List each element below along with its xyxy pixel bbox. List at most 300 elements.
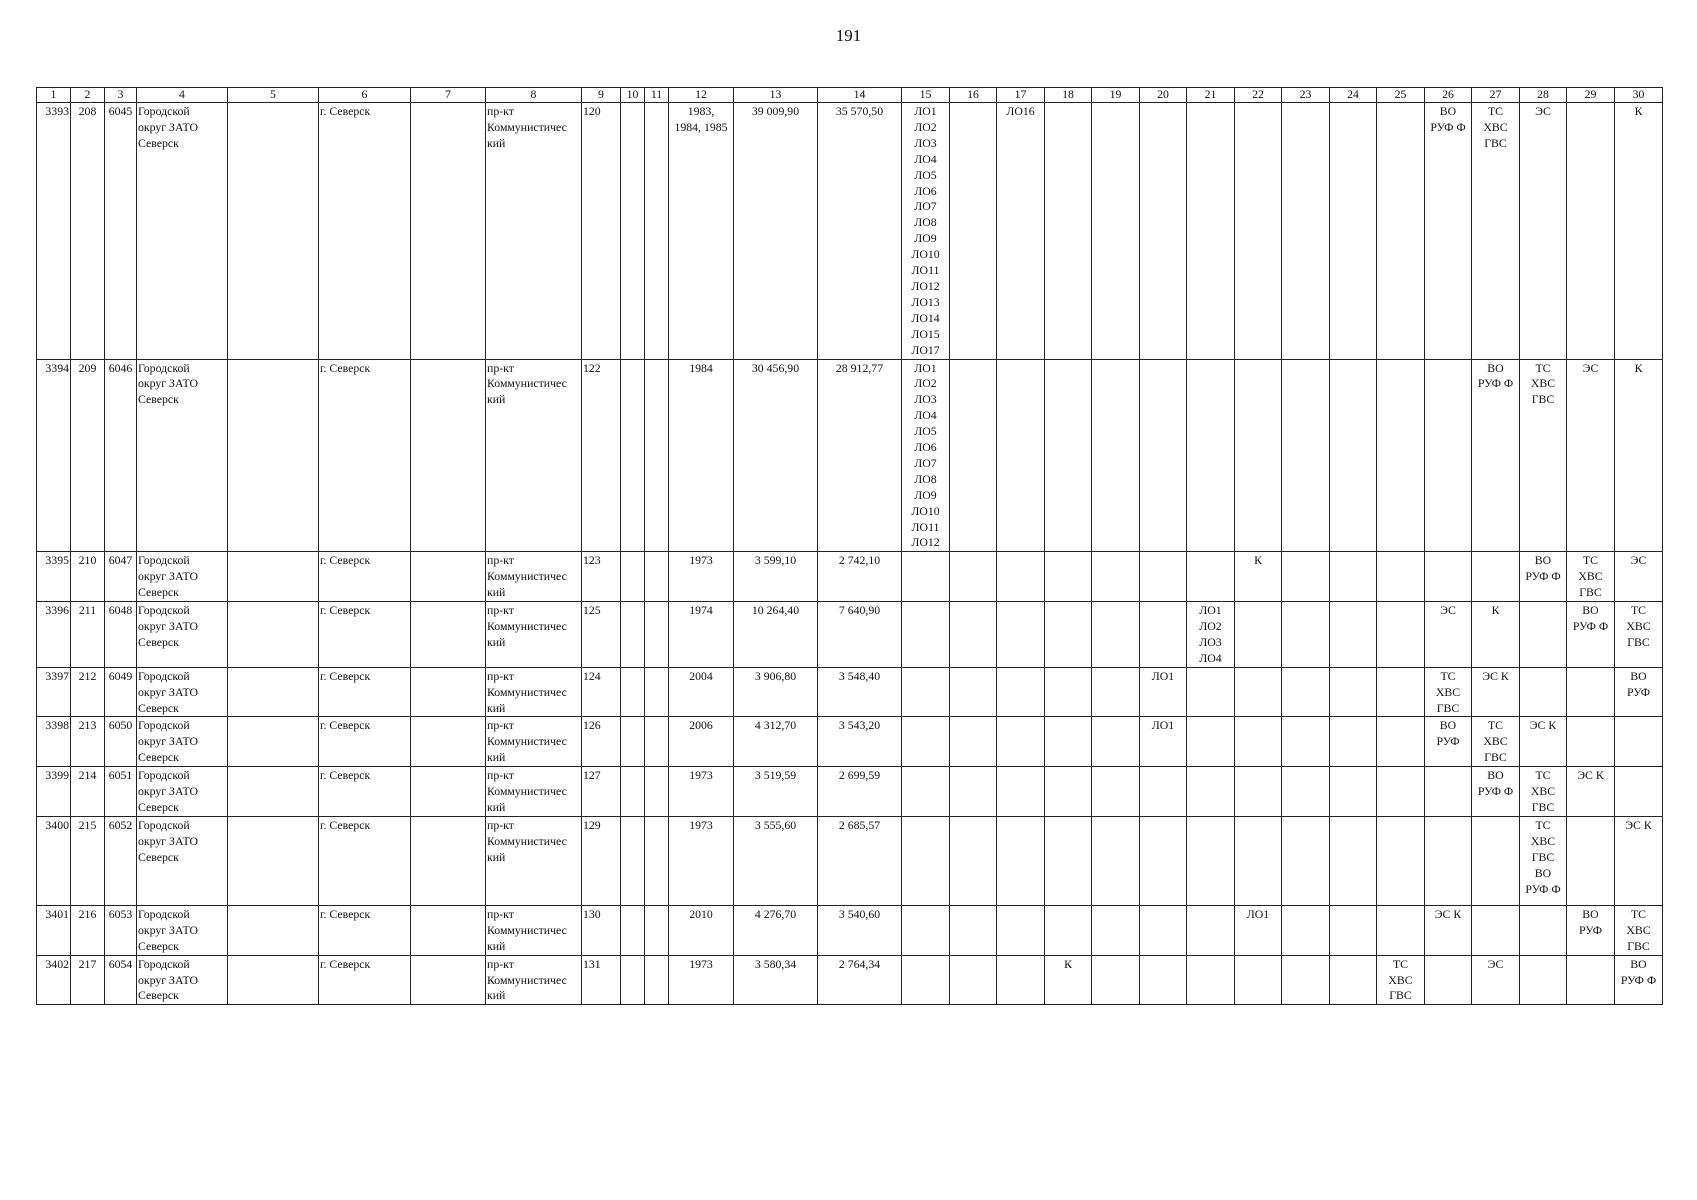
cell-col-15	[902, 717, 950, 767]
cell-col-9: 122	[582, 359, 621, 552]
cell-col-23	[1282, 359, 1330, 552]
cell-col-11	[645, 816, 669, 905]
cell-col-5	[228, 717, 319, 767]
cell-col-4: Городской округ ЗАТО Северск	[137, 717, 228, 767]
cell-col-16	[950, 955, 997, 1005]
cell-col-18	[1045, 667, 1092, 717]
cell-col-9: 131	[582, 955, 621, 1005]
column-header-27: 27	[1472, 88, 1520, 103]
cell-col-29: ТС ХВС ГВС	[1567, 552, 1615, 602]
cell-col-15	[902, 552, 950, 602]
cell-col-4: Городской округ ЗАТО Северск	[137, 905, 228, 955]
cell-col-7	[411, 359, 486, 552]
cell-col-26	[1425, 767, 1472, 817]
cell-col-25	[1377, 359, 1425, 552]
column-header-30: 30	[1615, 88, 1663, 103]
cell-col-19	[1092, 359, 1140, 552]
column-header-17: 17	[997, 88, 1045, 103]
column-header-9: 9	[582, 88, 621, 103]
cell-col-8: пр-кт Коммунистичес кий	[486, 667, 582, 717]
cell-col-10	[621, 905, 645, 955]
cell-col-24	[1330, 905, 1377, 955]
cell-col-5	[228, 667, 319, 717]
cell-col-11	[645, 103, 669, 360]
cell-col-16	[950, 905, 997, 955]
cell-col-6: г. Северск	[319, 905, 411, 955]
cell-col-21	[1187, 816, 1235, 905]
cell-col-12: 2004	[669, 667, 734, 717]
cell-col-19	[1092, 667, 1140, 717]
cell-col-12: 1973	[669, 767, 734, 817]
cell-col-21	[1187, 359, 1235, 552]
column-header-25: 25	[1377, 88, 1425, 103]
cell-col-11	[645, 552, 669, 602]
cell-col-25	[1377, 767, 1425, 817]
cell-col-28: ВО РУФ Ф	[1520, 552, 1567, 602]
column-header-2: 2	[71, 88, 105, 103]
cell-col-27: ЭС	[1472, 955, 1520, 1005]
cell-col-26: ЭС	[1425, 602, 1472, 668]
cell-col-16	[950, 816, 997, 905]
cell-col-14: 2 742,10	[818, 552, 902, 602]
cell-col-16	[950, 359, 997, 552]
cell-col-15	[902, 767, 950, 817]
cell-col-16	[950, 602, 997, 668]
column-header-14: 14	[818, 88, 902, 103]
cell-col-10	[621, 955, 645, 1005]
cell-col-15: ЛО1 ЛО2 ЛО3 ЛО4 ЛО5 ЛО6 ЛО7 ЛО8 ЛО9 ЛО10 ЛО11 ЛО12 ЛО13 ЛО14 ЛО15 ЛО17	[902, 103, 950, 360]
cell-col-8: пр-кт Коммунистичес кий	[486, 552, 582, 602]
cell-col-21	[1187, 905, 1235, 955]
cell-col-20	[1140, 602, 1187, 668]
cell-col-11	[645, 602, 669, 668]
cell-col-23	[1282, 667, 1330, 717]
table-row	[37, 816, 1663, 905]
cell-col-20	[1140, 103, 1187, 360]
table-row	[37, 905, 1663, 955]
cell-col-2: 214	[71, 767, 105, 817]
cell-col-23	[1282, 816, 1330, 905]
cell-col-8: пр-кт Коммунистичес кий	[486, 767, 582, 817]
cell-col-1: 3395	[37, 552, 71, 602]
cell-col-3: 6054	[105, 955, 137, 1005]
cell-col-14: 3 543,20	[818, 717, 902, 767]
cell-col-23	[1282, 955, 1330, 1005]
cell-col-12: 1983, 1984, 1985	[669, 103, 734, 360]
cell-col-18: К	[1045, 955, 1092, 1005]
cell-col-15	[902, 667, 950, 717]
cell-col-27: К	[1472, 602, 1520, 668]
column-header-21: 21	[1187, 88, 1235, 103]
cell-col-8: пр-кт Коммунистичес кий	[486, 955, 582, 1005]
cell-col-30: ТС ХВС ГВС	[1615, 905, 1663, 955]
cell-col-4: Городской округ ЗАТО Северск	[137, 602, 228, 668]
cell-col-30: ТС ХВС ГВС	[1615, 602, 1663, 668]
cell-col-18	[1045, 717, 1092, 767]
cell-col-17	[997, 552, 1045, 602]
column-header-1: 1	[37, 88, 71, 103]
cell-col-13: 3 599,10	[734, 552, 818, 602]
cell-col-23	[1282, 767, 1330, 817]
cell-col-27: ВО РУФ Ф	[1472, 359, 1520, 552]
cell-col-11	[645, 667, 669, 717]
cell-col-26: ВО РУФ Ф	[1425, 103, 1472, 360]
column-number-header	[37, 88, 1663, 103]
cell-col-5	[228, 767, 319, 817]
cell-col-3: 6048	[105, 602, 137, 668]
cell-col-22	[1235, 717, 1282, 767]
cell-col-1: 3396	[37, 602, 71, 668]
cell-col-13: 3 519,59	[734, 767, 818, 817]
cell-col-2: 209	[71, 359, 105, 552]
cell-col-5	[228, 359, 319, 552]
table-row	[37, 359, 1663, 552]
cell-col-17	[997, 767, 1045, 817]
cell-col-12: 2006	[669, 717, 734, 767]
cell-col-28: ЭС К	[1520, 717, 1567, 767]
cell-col-4: Городской округ ЗАТО Северск	[137, 667, 228, 717]
cell-col-19	[1092, 103, 1140, 360]
cell-col-16	[950, 717, 997, 767]
cell-col-14: 2 764,34	[818, 955, 902, 1005]
cell-col-4: Городской округ ЗАТО Северск	[137, 767, 228, 817]
cell-col-20: ЛО1	[1140, 717, 1187, 767]
column-header-7: 7	[411, 88, 486, 103]
cell-col-6: г. Северск	[319, 602, 411, 668]
cell-col-21	[1187, 552, 1235, 602]
cell-col-20	[1140, 767, 1187, 817]
cell-col-24	[1330, 103, 1377, 360]
cell-col-2: 210	[71, 552, 105, 602]
cell-col-22	[1235, 955, 1282, 1005]
cell-col-30: К	[1615, 103, 1663, 360]
cell-col-28	[1520, 667, 1567, 717]
cell-col-2: 213	[71, 717, 105, 767]
cell-col-13: 4 276,70	[734, 905, 818, 955]
cell-col-1: 3394	[37, 359, 71, 552]
cell-col-7	[411, 602, 486, 668]
cell-col-21	[1187, 717, 1235, 767]
cell-col-26: ЭС К	[1425, 905, 1472, 955]
cell-col-28: ТС ХВС ГВС	[1520, 359, 1567, 552]
cell-col-30	[1615, 767, 1663, 817]
cell-col-22	[1235, 359, 1282, 552]
cell-col-17	[997, 816, 1045, 905]
cell-col-14: 2 699,59	[818, 767, 902, 817]
column-header-10: 10	[621, 88, 645, 103]
cell-col-27	[1472, 552, 1520, 602]
cell-col-20	[1140, 955, 1187, 1005]
cell-col-3: 6046	[105, 359, 137, 552]
cell-col-13: 4 312,70	[734, 717, 818, 767]
cell-col-13: 3 555,60	[734, 816, 818, 905]
cell-col-6: г. Северск	[319, 816, 411, 905]
cell-col-2: 212	[71, 667, 105, 717]
column-header-20: 20	[1140, 88, 1187, 103]
table-row	[37, 552, 1663, 602]
cell-col-21	[1187, 955, 1235, 1005]
cell-col-6: г. Северск	[319, 552, 411, 602]
cell-col-27: ВО РУФ Ф	[1472, 767, 1520, 817]
cell-col-23	[1282, 602, 1330, 668]
cell-col-4: Городской округ ЗАТО Северск	[137, 103, 228, 360]
column-header-3: 3	[105, 88, 137, 103]
cell-col-17	[997, 905, 1045, 955]
cell-col-29	[1567, 717, 1615, 767]
cell-col-18	[1045, 359, 1092, 552]
cell-col-14: 28 912,77	[818, 359, 902, 552]
registry-table	[36, 87, 1663, 1005]
cell-col-8: пр-кт Коммунистичес кий	[486, 816, 582, 905]
cell-col-15	[902, 905, 950, 955]
cell-col-10	[621, 103, 645, 360]
cell-col-17	[997, 667, 1045, 717]
cell-col-25	[1377, 905, 1425, 955]
cell-col-10	[621, 667, 645, 717]
cell-col-6: г. Северск	[319, 103, 411, 360]
cell-col-16	[950, 552, 997, 602]
page-number: 191	[835, 26, 862, 45]
cell-col-12: 1984	[669, 359, 734, 552]
cell-col-29	[1567, 816, 1615, 905]
column-header-8: 8	[486, 88, 582, 103]
cell-col-12: 1974	[669, 602, 734, 668]
cell-col-15: ЛО1 ЛО2 ЛО3 ЛО4 ЛО5 ЛО6 ЛО7 ЛО8 ЛО9 ЛО10 ЛО11 ЛО12	[902, 359, 950, 552]
cell-col-15	[902, 955, 950, 1005]
cell-col-24	[1330, 816, 1377, 905]
cell-col-9: 120	[582, 103, 621, 360]
cell-col-15	[902, 602, 950, 668]
column-header-18: 18	[1045, 88, 1092, 103]
cell-col-25	[1377, 667, 1425, 717]
cell-col-25	[1377, 816, 1425, 905]
cell-col-10	[621, 717, 645, 767]
column-header-22: 22	[1235, 88, 1282, 103]
cell-col-26	[1425, 816, 1472, 905]
cell-col-8: пр-кт Коммунистичес кий	[486, 905, 582, 955]
cell-col-17	[997, 602, 1045, 668]
cell-col-30: К	[1615, 359, 1663, 552]
table-row	[37, 602, 1663, 668]
cell-col-4: Городской округ ЗАТО Северск	[137, 955, 228, 1005]
cell-col-11	[645, 905, 669, 955]
cell-col-13: 30 456,90	[734, 359, 818, 552]
cell-col-29: ВО РУФ	[1567, 905, 1615, 955]
cell-col-22: К	[1235, 552, 1282, 602]
cell-col-3: 6052	[105, 816, 137, 905]
cell-col-10	[621, 359, 645, 552]
cell-col-7	[411, 717, 486, 767]
column-header-5: 5	[228, 88, 319, 103]
cell-col-24	[1330, 602, 1377, 668]
cell-col-22: ЛО1	[1235, 905, 1282, 955]
column-header-4: 4	[137, 88, 228, 103]
cell-col-10	[621, 816, 645, 905]
cell-col-18	[1045, 103, 1092, 360]
cell-col-30: ВО РУФ Ф	[1615, 955, 1663, 1005]
cell-col-6: г. Северск	[319, 767, 411, 817]
cell-col-17	[997, 359, 1045, 552]
cell-col-10	[621, 552, 645, 602]
cell-col-4: Городской округ ЗАТО Северск	[137, 359, 228, 552]
cell-col-13: 3 580,34	[734, 955, 818, 1005]
cell-col-28	[1520, 955, 1567, 1005]
column-header-15: 15	[902, 88, 950, 103]
column-header-24: 24	[1330, 88, 1377, 103]
cell-col-8: пр-кт Коммунистичес кий	[486, 359, 582, 552]
cell-col-25	[1377, 717, 1425, 767]
cell-col-23	[1282, 905, 1330, 955]
column-header-19: 19	[1092, 88, 1140, 103]
cell-col-26: ТС ХВС ГВС	[1425, 667, 1472, 717]
cell-col-17	[997, 717, 1045, 767]
cell-col-29: ЭС	[1567, 359, 1615, 552]
cell-col-3: 6050	[105, 717, 137, 767]
cell-col-26	[1425, 955, 1472, 1005]
table-row	[37, 667, 1663, 717]
cell-col-7	[411, 103, 486, 360]
cell-col-24	[1330, 767, 1377, 817]
cell-col-30: ВО РУФ	[1615, 667, 1663, 717]
cell-col-16	[950, 667, 997, 717]
table-row	[37, 717, 1663, 767]
cell-col-28	[1520, 905, 1567, 955]
cell-col-25	[1377, 103, 1425, 360]
cell-col-3: 6051	[105, 767, 137, 817]
cell-col-29: ВО РУФ Ф	[1567, 602, 1615, 668]
cell-col-2: 208	[71, 103, 105, 360]
cell-col-3: 6049	[105, 667, 137, 717]
cell-col-9: 124	[582, 667, 621, 717]
cell-col-24	[1330, 359, 1377, 552]
cell-col-28	[1520, 602, 1567, 668]
cell-col-17: ЛО16	[997, 103, 1045, 360]
cell-col-1: 3397	[37, 667, 71, 717]
cell-col-7	[411, 552, 486, 602]
cell-col-30	[1615, 717, 1663, 767]
cell-col-2: 215	[71, 816, 105, 905]
cell-col-19	[1092, 767, 1140, 817]
cell-col-13: 39 009,90	[734, 103, 818, 360]
cell-col-18	[1045, 552, 1092, 602]
cell-col-7	[411, 767, 486, 817]
cell-col-11	[645, 359, 669, 552]
cell-col-29	[1567, 103, 1615, 360]
cell-col-19	[1092, 602, 1140, 668]
cell-col-20	[1140, 905, 1187, 955]
column-header-28: 28	[1520, 88, 1567, 103]
cell-col-17	[997, 955, 1045, 1005]
cell-col-29: ЭС К	[1567, 767, 1615, 817]
column-header-11: 11	[645, 88, 669, 103]
cell-col-14: 3 548,40	[818, 667, 902, 717]
cell-col-1: 3393	[37, 103, 71, 360]
cell-col-4: Городской округ ЗАТО Северск	[137, 552, 228, 602]
column-header-6: 6	[319, 88, 411, 103]
cell-col-24	[1330, 552, 1377, 602]
cell-col-18	[1045, 816, 1092, 905]
cell-col-6: г. Северск	[319, 717, 411, 767]
cell-col-21	[1187, 767, 1235, 817]
cell-col-3: 6045	[105, 103, 137, 360]
cell-col-18	[1045, 767, 1092, 817]
table-row	[37, 955, 1663, 1005]
cell-col-14: 2 685,57	[818, 816, 902, 905]
cell-col-9: 123	[582, 552, 621, 602]
cell-col-12: 1973	[669, 552, 734, 602]
cell-col-16	[950, 103, 997, 360]
cell-col-4: Городской округ ЗАТО Северск	[137, 816, 228, 905]
cell-col-23	[1282, 103, 1330, 360]
cell-col-1: 3398	[37, 717, 71, 767]
cell-col-5	[228, 103, 319, 360]
column-header-16: 16	[950, 88, 997, 103]
cell-col-9: 127	[582, 767, 621, 817]
cell-col-15	[902, 816, 950, 905]
cell-col-28: ТС ХВС ГВС ВО РУФ Ф	[1520, 816, 1567, 905]
cell-col-5	[228, 552, 319, 602]
cell-col-22	[1235, 667, 1282, 717]
cell-col-12: 1973	[669, 955, 734, 1005]
cell-col-24	[1330, 717, 1377, 767]
cell-col-3: 6053	[105, 905, 137, 955]
cell-col-6: г. Северск	[319, 359, 411, 552]
cell-col-1: 3399	[37, 767, 71, 817]
cell-col-28: ТС ХВС ГВС	[1520, 767, 1567, 817]
cell-col-5	[228, 602, 319, 668]
cell-col-11	[645, 955, 669, 1005]
cell-col-8: пр-кт Коммунистичес кий	[486, 103, 582, 360]
cell-col-9: 130	[582, 905, 621, 955]
cell-col-13: 10 264,40	[734, 602, 818, 668]
cell-col-5	[228, 955, 319, 1005]
cell-col-11	[645, 767, 669, 817]
cell-col-26: ВО РУФ	[1425, 717, 1472, 767]
table-row	[37, 767, 1663, 817]
cell-col-7	[411, 667, 486, 717]
cell-col-18	[1045, 602, 1092, 668]
cell-col-22	[1235, 602, 1282, 668]
table-body	[37, 103, 1663, 1005]
cell-col-1: 3401	[37, 905, 71, 955]
cell-col-29	[1567, 955, 1615, 1005]
cell-col-27	[1472, 816, 1520, 905]
cell-col-24	[1330, 955, 1377, 1005]
cell-col-26	[1425, 552, 1472, 602]
column-header-13: 13	[734, 88, 818, 103]
cell-col-22	[1235, 816, 1282, 905]
cell-col-1: 3402	[37, 955, 71, 1005]
cell-col-3: 6047	[105, 552, 137, 602]
cell-col-6: г. Северск	[319, 955, 411, 1005]
cell-col-29	[1567, 667, 1615, 717]
cell-col-20	[1140, 552, 1187, 602]
cell-col-25: ТС ХВС ГВС	[1377, 955, 1425, 1005]
cell-col-2: 217	[71, 955, 105, 1005]
cell-col-9: 126	[582, 717, 621, 767]
cell-col-19	[1092, 955, 1140, 1005]
cell-col-23	[1282, 552, 1330, 602]
cell-col-8: пр-кт Коммунистичес кий	[486, 602, 582, 668]
cell-col-1: 3400	[37, 816, 71, 905]
cell-col-9: 125	[582, 602, 621, 668]
cell-col-23	[1282, 717, 1330, 767]
cell-col-16	[950, 767, 997, 817]
cell-col-12: 2010	[669, 905, 734, 955]
cell-col-14: 3 540,60	[818, 905, 902, 955]
cell-col-6: г. Северск	[319, 667, 411, 717]
cell-col-27: ТС ХВС ГВС	[1472, 717, 1520, 767]
